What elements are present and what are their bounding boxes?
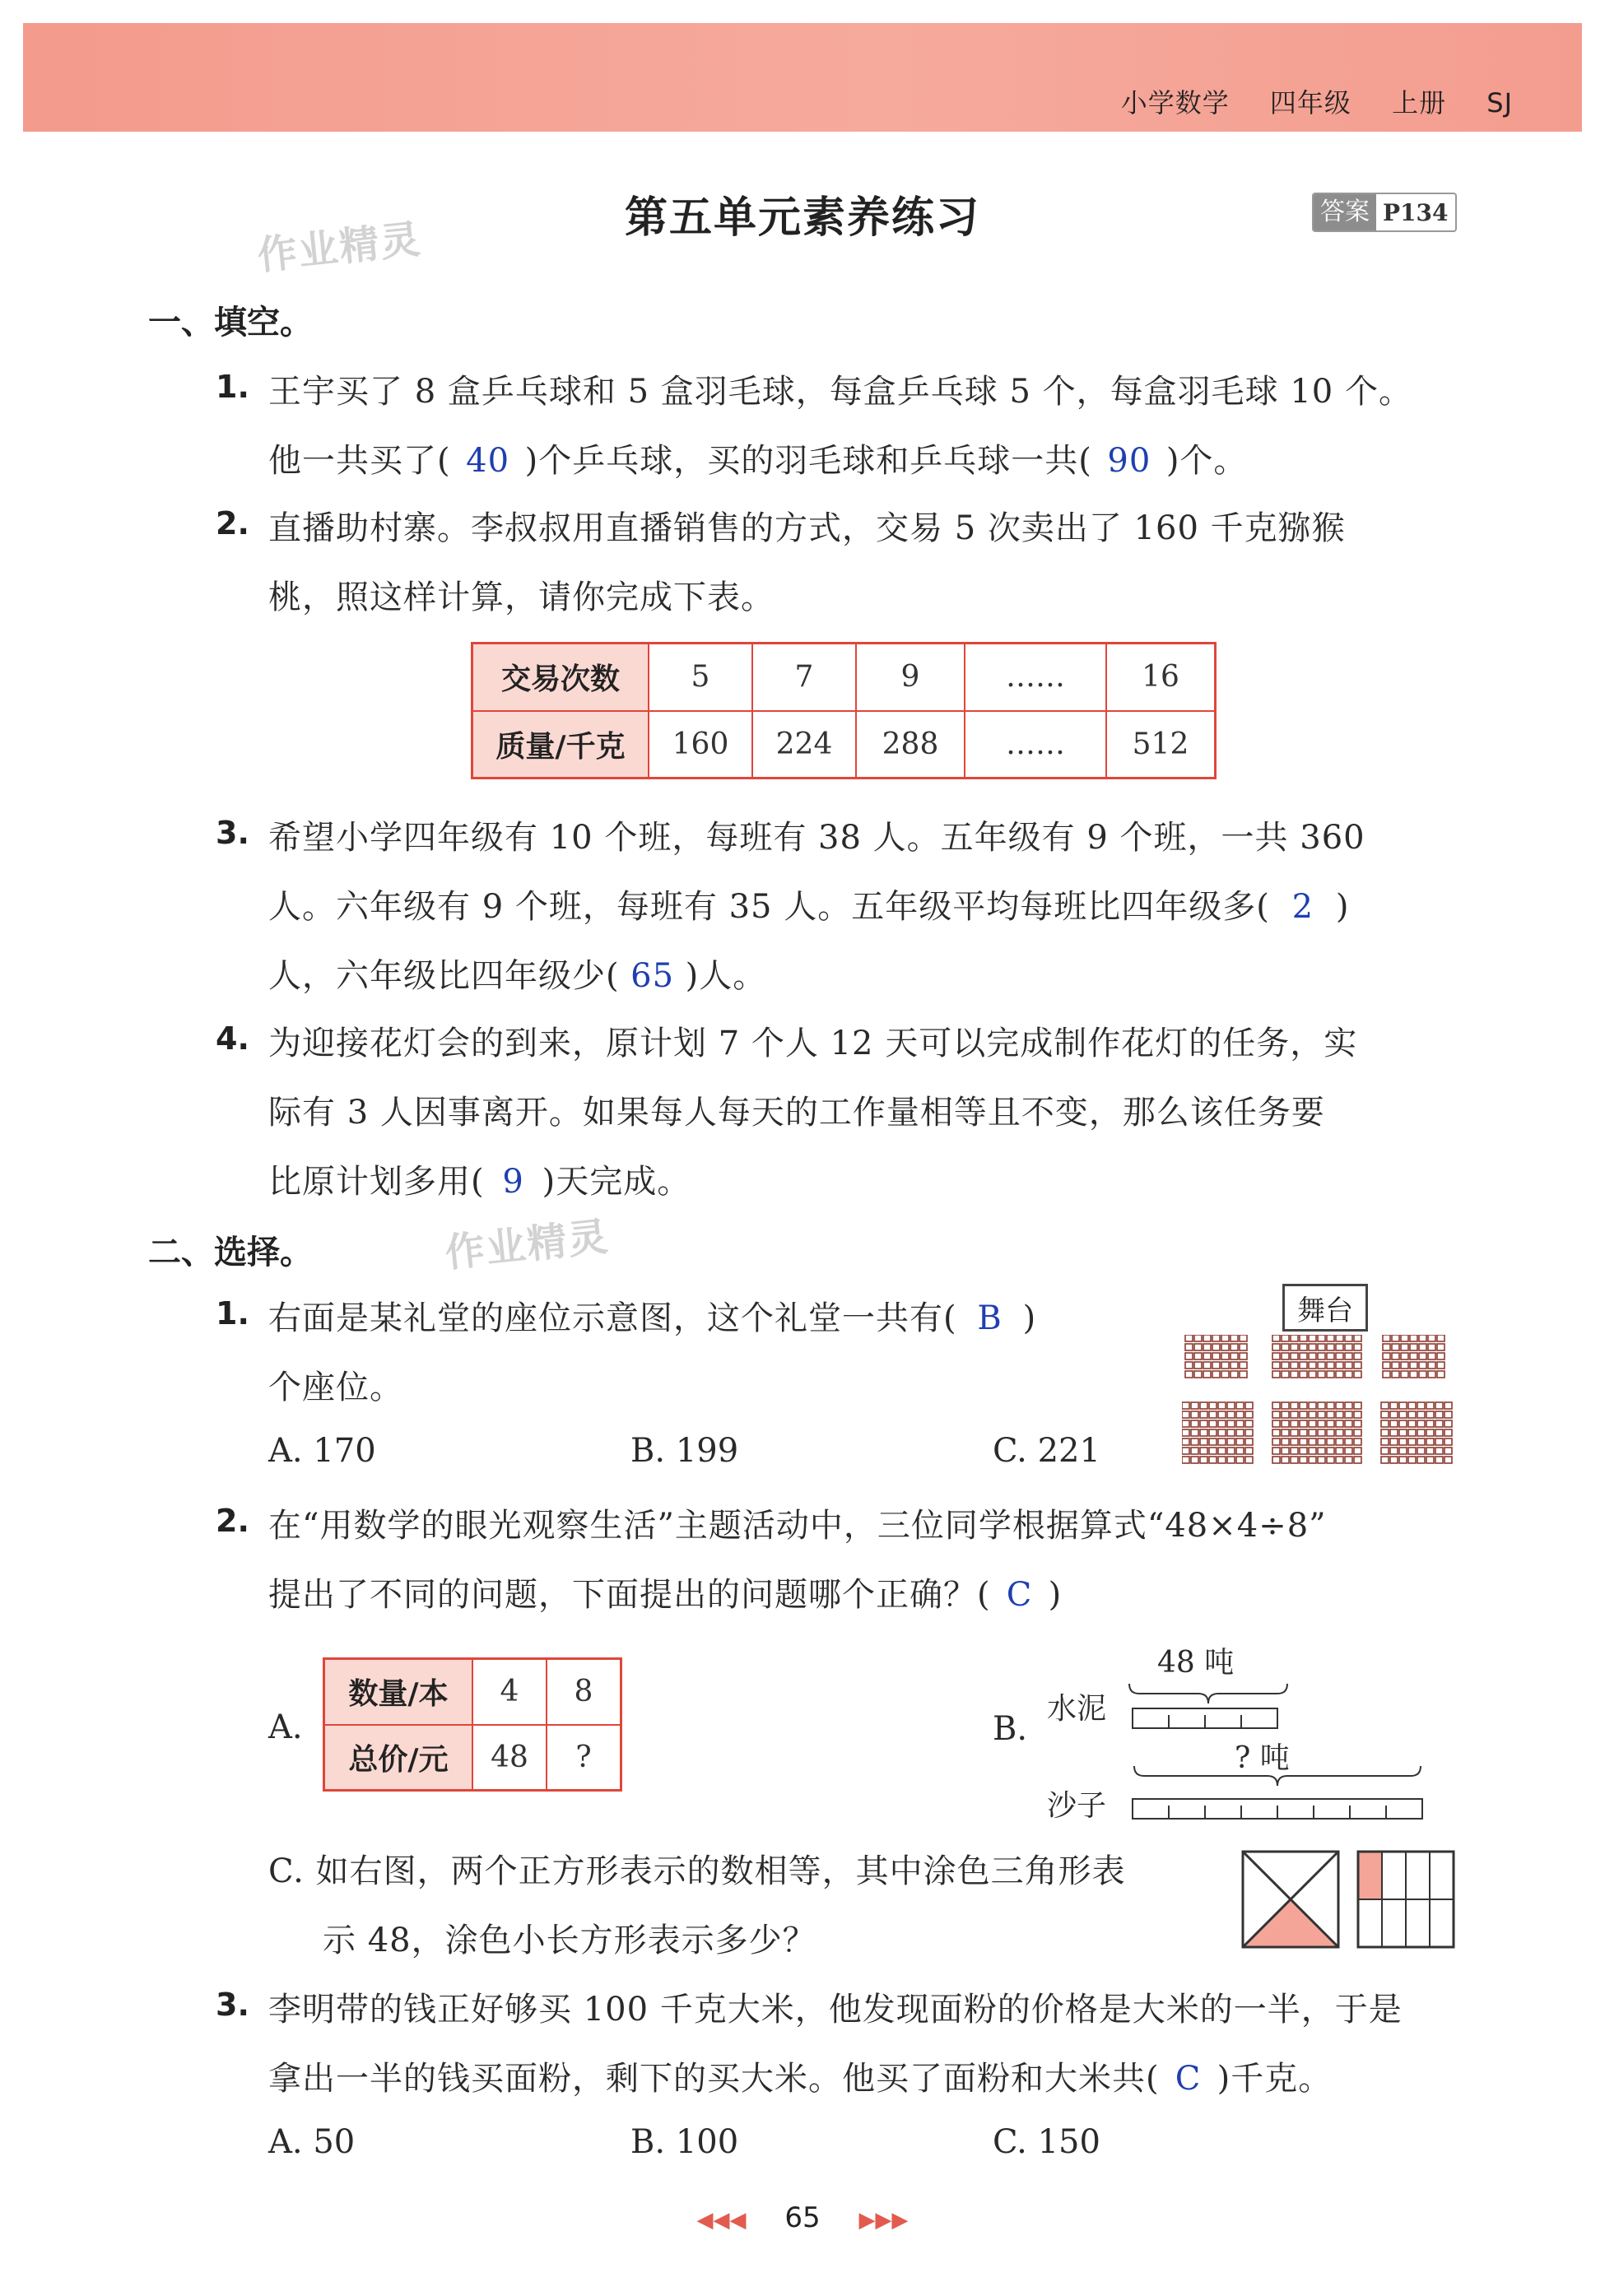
q2-cell: 9 <box>856 644 965 711</box>
seat-block <box>1272 1402 1361 1463</box>
seat-block <box>1185 1335 1247 1378</box>
s2q2-option-a-table <box>323 1657 622 1792</box>
q2-cell: 160 <box>649 711 752 779</box>
q4-line3 <box>268 1155 691 1202</box>
q2-answer-cell: 288 <box>856 711 965 779</box>
watermark: 作业精灵 <box>443 1213 612 1277</box>
header-info <box>1090 82 1513 120</box>
q1-answer-2: 90 <box>1107 442 1151 480</box>
q3-text-a: 人。六年级有 9 个班，每班有 35 人。五年级平均每班比四年级多( <box>268 888 1270 926</box>
optA-cell: ? <box>547 1725 621 1791</box>
q1-text-c: )个。 <box>1165 442 1248 480</box>
s2q2-line1: 在“用数学的眼光观察生活”主题活动中，三位同学根据算式“48×4÷8” <box>268 1507 1327 1545</box>
optC-square-triangles <box>1240 1848 1342 1950</box>
s2q2-option-a-label[interactable]: A. <box>268 1708 303 1746</box>
q1-number: 1. <box>216 369 249 405</box>
s2q3-text-b: )千克。 <box>1217 2060 1333 2098</box>
optC-line2: 示 48，涂色小长方形表示多少？ <box>323 1922 816 1959</box>
stage-label: 舞台 <box>1282 1284 1368 1332</box>
q4-answer: 9 <box>502 1163 524 1201</box>
seat-block <box>1383 1335 1444 1378</box>
q2-line2: 桃，照这样计算，请你完成下表。 <box>268 579 775 616</box>
optC-square-rectangles <box>1355 1848 1457 1950</box>
q3-line2 <box>268 881 1349 927</box>
optA-cell: 4 <box>472 1659 547 1725</box>
q3-answer-2: 65 <box>630 957 675 995</box>
q2-cell: 5 <box>649 644 752 711</box>
seat-block <box>1381 1402 1452 1463</box>
q2-cell: 224 <box>752 711 856 779</box>
answer-tag[interactable] <box>1312 193 1457 232</box>
header-grade: 四年级 <box>1269 87 1351 119</box>
next-arrows-icon: ▶▶▶ <box>858 2208 909 2233</box>
s2q3-option-c[interactable]: C. 150 <box>993 2123 1100 2161</box>
q4-text-b: )天完成。 <box>542 1163 691 1201</box>
s2q2-line2 <box>268 1569 1062 1615</box>
optA-cell: 8 <box>547 1659 621 1725</box>
s2q1-option-c[interactable]: C. 221 <box>993 1432 1100 1470</box>
s2q1-line1 <box>268 1292 1036 1339</box>
q3-number: 3. <box>216 815 249 851</box>
q3-text-b: ) <box>1335 888 1350 926</box>
prev-arrows-icon: ◀◀◀ <box>696 2208 747 2233</box>
q3-line1: 希望小学四年级有 10 个班，每班有 38 人。五年级有 9 个班，一共 360 <box>268 819 1365 857</box>
seat-block <box>1182 1402 1253 1463</box>
q2-answer-cell: 16 <box>1106 644 1216 711</box>
s2q2-answer: C <box>1006 1576 1033 1614</box>
section2-heading: 二、选择。 <box>148 1234 313 1271</box>
header-volume: 上册 <box>1392 87 1447 119</box>
q4-line1: 为迎接花灯会的到来，原计划 7 个人 12 天可以完成制作花灯的任务，实 <box>268 1025 1358 1062</box>
s2q1-line2: 个座位。 <box>268 1369 403 1406</box>
header-subject: 小学数学 <box>1120 87 1230 119</box>
q2-cell: 512 <box>1106 711 1216 779</box>
watermark: 作业精灵 <box>255 216 424 280</box>
q3-answer-1: 2 <box>1291 888 1314 926</box>
s2q1-answer: B <box>977 1299 1003 1337</box>
s2q3-line2 <box>268 2052 1332 2099</box>
q2-table <box>471 642 1217 779</box>
answer-tag-label: 答案 <box>1314 194 1376 230</box>
seating-diagram <box>1182 1335 1455 1468</box>
s2q3-option-b[interactable]: B. 100 <box>630 2123 739 2161</box>
s2q3-answer: C <box>1175 2060 1202 2098</box>
q1-text-b: )个乒乓球，买的羽毛球和乒乓球一共( <box>524 442 1092 480</box>
s2q2-text-a: 提出了不同的问题，下面提出的问题哪个正确？( <box>268 1576 991 1614</box>
page-number-footer <box>0 2201 1605 2234</box>
q1-answer-1: 40 <box>466 442 510 480</box>
optB-top-label: 48 吨 <box>1157 1646 1235 1680</box>
s2q3-line1: 李明带的钱正好够买 100 千克大米，他发现面粉的价格是大米的一半，于是 <box>268 1991 1403 2029</box>
optB-row1-label: 水泥 <box>1047 1692 1107 1726</box>
optA-row2-label: 总价/元 <box>324 1725 473 1791</box>
q1-line1: 王宇买了 8 盒乒乓球和 5 盒羽毛球，每盒乒乓球 5 个，每盒羽毛球 10 个。 <box>268 373 1412 411</box>
page-title: 第五单元素养练习 <box>624 193 980 243</box>
optB-mid-label: ? 吨 <box>1235 1741 1290 1775</box>
s2q1-text-a: 右面是某礼堂的座位示意图，这个礼堂一共有( <box>268 1299 957 1337</box>
s2q3-text-a: 拿出一半的钱买面粉，剩下的买大米。他买了面粉和大米共( <box>268 2060 1160 2098</box>
s2q3-option-a[interactable]: A. 50 <box>268 2123 356 2161</box>
q2-line1: 直播助村寨。李叔叔用直播销售的方式，交易 5 次卖出了 160 千克猕猴 <box>268 509 1346 547</box>
section1-heading: 一、填空。 <box>148 304 313 342</box>
q2-cell: …… <box>965 711 1106 779</box>
q2-cell: 7 <box>752 644 856 711</box>
q1-text-a: 他一共买了( <box>268 442 451 480</box>
q2-row1-label: 交易次数 <box>472 644 649 711</box>
q1-line2 <box>268 435 1247 481</box>
s2q1-text-b: ) <box>1022 1299 1037 1337</box>
optA-row1-label: 数量/本 <box>324 1659 473 1725</box>
q2-number: 2. <box>216 505 249 541</box>
q4-line2: 际有 3 人因事离开。如果每人每天的工作量相等且不变，那么该任务要 <box>268 1094 1325 1132</box>
header-edition: SJ <box>1486 87 1513 119</box>
optB-segment-diagram <box>1128 1676 1432 1824</box>
q3-text-c: 人，六年级比四年级少( <box>268 957 620 995</box>
s2q2-text-b: ) <box>1048 1576 1063 1614</box>
answer-tag-page: P134 <box>1383 198 1449 226</box>
q2-row2-label: 质量/千克 <box>472 711 649 779</box>
s2q2-number: 2. <box>216 1503 249 1539</box>
q2-cell: …… <box>965 644 1106 711</box>
optA-cell: 48 <box>472 1725 547 1791</box>
s2q3-number: 3. <box>216 1987 249 2023</box>
seat-block <box>1272 1335 1361 1378</box>
page-number: 65 <box>784 2201 821 2234</box>
q4-number: 4. <box>216 1020 249 1057</box>
q4-text-a: 比原计划多用( <box>268 1163 485 1201</box>
s2q1-option-b[interactable]: B. 199 <box>630 1432 739 1470</box>
q3-line3 <box>268 950 766 997</box>
optB-row2-label: 沙子 <box>1047 1789 1107 1823</box>
q3-text-d: )人。 <box>685 957 767 995</box>
s2q1-number: 1. <box>216 1295 249 1332</box>
optC-line1[interactable]: C. 如右图，两个正方形表示的数相等，其中涂色三角形表 <box>268 1852 1126 1890</box>
s2q2-option-b-label[interactable]: B. <box>993 1710 1028 1748</box>
s2q1-option-a[interactable]: A. 170 <box>268 1432 376 1470</box>
